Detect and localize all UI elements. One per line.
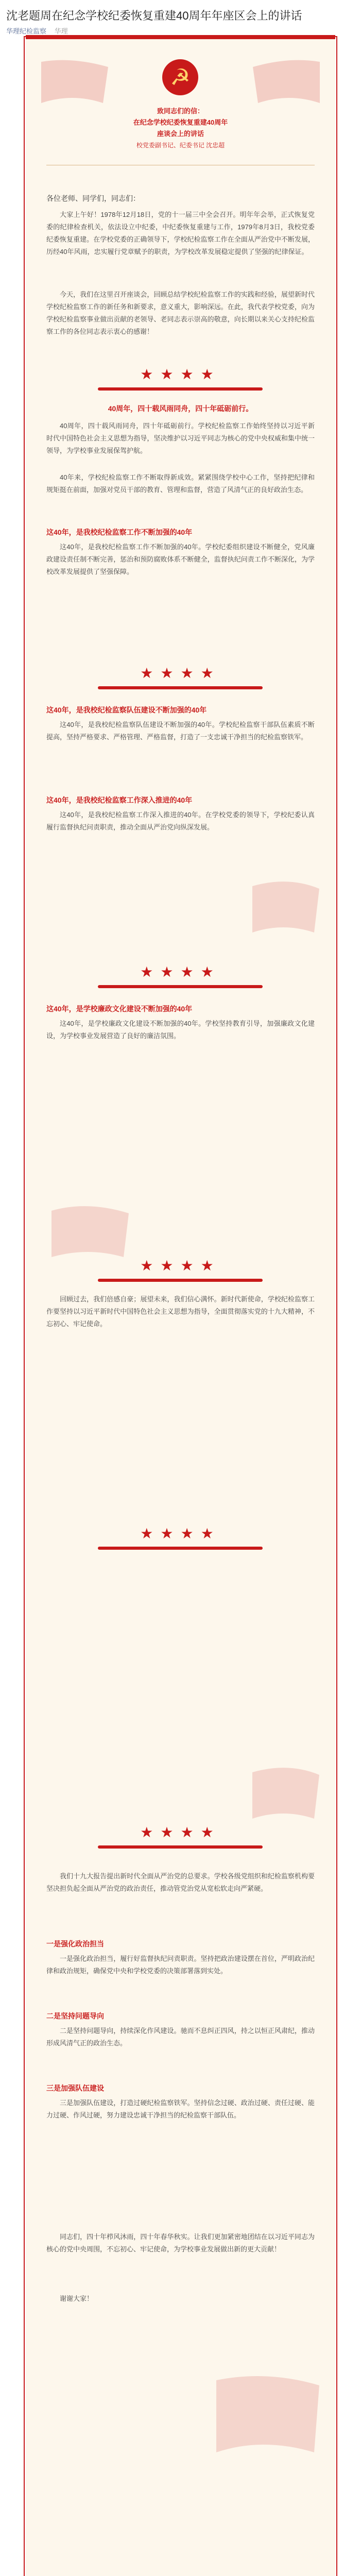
closing-thanks: 谢谢大家！ bbox=[60, 2295, 94, 2302]
paragraph-12: 二是坚持问题导向，持续深化作风建设。驰而不息纠正四风，持之以恒正风肃纪，推动形成风清气正的政治生态。 bbox=[46, 2027, 315, 2047]
star-icon: ★ bbox=[140, 1824, 161, 1841]
paragraph-14: 同志们，四十年栉风沐雨，四十年春华秋实。让我们更加紧密地团结在以习近平同志为核心的党中央周围，不忘初心、牢记使命，为学校事业发展做出新的更大贡献！ bbox=[46, 2233, 315, 2253]
paragraph-11: 一是强化政治担当，履行好监督执纪问责职责。坚持把政治建设摆在首位，严明政治纪律和政治规矩，确保党中央和学校党委的决策部署落到实处。 bbox=[46, 1955, 315, 1975]
highlight-5: 这40年，是学校廉政文化建设不断加强的40年 bbox=[46, 1005, 193, 1013]
star-icon: ★ bbox=[160, 1525, 181, 1542]
star-row bbox=[26, 665, 335, 682]
star-icon: ★ bbox=[200, 1824, 221, 1841]
star-icon: ★ bbox=[140, 366, 161, 383]
star-icon: ★ bbox=[160, 963, 181, 980]
paragraph-4: 40年来，学校纪检监察工作不断取得新成效。紧紧围绕学校中心工作，坚持把纪律和规矩挺在前面，加强对党员干部的教育、管理和监督，营造了风清气正的良好政治生态。 bbox=[46, 473, 315, 494]
star-row bbox=[26, 1525, 335, 1542]
intro-heading-line-1: 致同志们的信： bbox=[157, 107, 204, 115]
paragraph-13: 三是加强队伍建设，打造过硬纪检监察铁军。坚持信念过硬、政治过硬、责任过硬、能力过硬、作风过硬，努力建设忠诚干净担当的纪检监察干部队伍。 bbox=[46, 2099, 315, 2119]
paragraph-8: 这40年，是学校廉政文化建设不断加强的40年。学校坚持教育引导，加强廉政文化建设，为学校事业发展营造了良好的廉洁氛围。 bbox=[46, 1020, 315, 1040]
paragraph-1: 大家上午好！1978年12月18日，党的十一届三中全会召开。明年年会举，正式恢复党委的纪律检查机关，依法设立中纪委，中纪委恢复重建与工作，1979年8月3日，我校党委纪委恢复重建。在学校党委的正确领导下，学校纪检监察工作在全面从严治党中不断发展，历经40年风雨，忠实履行党章赋予的职责，为学校改革发展稳定提供了坚强的纪律保证。 bbox=[46, 211, 315, 256]
paragraph-7: 这40年，是我校纪检监察工作深入推进的40年。在学校党委的领导下，学校纪委认真履行监督执纪问责职责，推动全面从严治党向纵深发展。 bbox=[46, 811, 315, 831]
star-icon: ★ bbox=[180, 963, 201, 980]
ribbon-divider bbox=[98, 387, 263, 391]
star-icon: ★ bbox=[200, 366, 221, 383]
star-icon: ★ bbox=[200, 963, 221, 980]
star-icon: ★ bbox=[140, 963, 161, 980]
star-icon: ★ bbox=[160, 1257, 181, 1274]
paragraph-9: 回顾过去，我们倍感自豪；展望未来，我们信心满怀。新时代新使命，学校纪检监察工作要坚持以习近平新时代中国特色社会主义思想为指导，全面贯彻落实党的十九大精神，不忘初心、牢记使命。 bbox=[46, 1295, 315, 1328]
star-row bbox=[26, 1257, 335, 1274]
star-icon: ★ bbox=[160, 1824, 181, 1841]
star-icon: ★ bbox=[140, 665, 161, 682]
ribbon-divider bbox=[98, 1547, 263, 1550]
star-row bbox=[26, 1824, 335, 1841]
star-icon: ★ bbox=[200, 665, 221, 682]
highlight-8: 三是加强队伍建设 bbox=[46, 2084, 104, 2092]
ribbon-divider bbox=[98, 985, 263, 988]
star-icon: ★ bbox=[200, 1525, 221, 1542]
red-flag-icon bbox=[242, 876, 324, 938]
paragraph-6: 这40年，是我校纪检监察队伍建设不断加强的40年。学校纪检监察干部队伍素质不断提高，坚持严格要求、严格管理、严格监督，打造了一支忠诚干净担当的纪检监察铁军。 bbox=[46, 721, 315, 741]
star-icon: ★ bbox=[180, 1257, 201, 1274]
paragraph-2: 今天，我们在这里召开座谈会，回顾总结学校纪检监察工作的实践和经验，展望新时代学校纪检监察工作的新任务和新要求，意义重大，影响深远。在此，我代表学校党委，向为学校纪检监察事业做出贡献的老领导、老同志表示崇高的敬意，向长期以来关心支持纪检监察工作的各位同志表示衷心的感谢！ bbox=[46, 291, 315, 335]
paragraph-3: 40周年，四十载风雨同舟，四十年砥砺前行。学校纪检监察工作始终坚持以习近平新时代中国特色社会主义思想为指导，坚决维护以习近平同志为核心的党中央权威和集中统一领导，为学校事业发展保驾护航。 bbox=[46, 422, 315, 454]
red-flag-icon bbox=[41, 1200, 134, 1262]
intro-heading-line-2: 在纪念学校纪委恢复重建40周年 bbox=[133, 118, 228, 126]
star-icon: ★ bbox=[140, 1257, 161, 1274]
paragraph-5: 这40年，是我校纪检监察工作不断加强的40年。学校纪委组织建设不断健全，党风廉政建设责任制不断完善，惩治和预防腐败体系不断健全，监督执纪问责工作不断深化，为学校改革发展提供了坚强保障。 bbox=[46, 543, 315, 575]
author-name: 华理 bbox=[54, 27, 68, 35]
red-flag-icon bbox=[36, 57, 113, 113]
greeting: 各位老师、同学们，同志们： bbox=[46, 194, 140, 202]
article-title: 沈老题周在纪念学校纪委恢复重建40周年年座区会上的讲话 bbox=[6, 9, 302, 22]
star-icon: ★ bbox=[180, 1824, 201, 1841]
highlight-2: 这40年，是我校纪检监察工作不断加强的40年 bbox=[46, 528, 193, 536]
party-emblem-icon: ☭ bbox=[162, 59, 198, 95]
red-flag-icon bbox=[206, 2370, 324, 2458]
star-icon: ★ bbox=[140, 1525, 161, 1542]
intro-heading-line-3: 座谈会上的讲话 bbox=[157, 130, 204, 138]
highlight-7: 二是坚持问题导向 bbox=[46, 2012, 104, 2020]
star-icon: ★ bbox=[180, 1525, 201, 1542]
star-row bbox=[26, 963, 335, 980]
highlight-4: 这40年，是我校纪检监察工作深入推进的40年 bbox=[46, 796, 193, 804]
star-icon: ★ bbox=[180, 366, 201, 383]
ribbon-divider bbox=[98, 1279, 263, 1282]
article-meta bbox=[6, 26, 68, 36]
ribbon-divider bbox=[98, 686, 263, 689]
ribbon-divider bbox=[98, 1845, 263, 1849]
account-name[interactable]: 华理纪检监察 bbox=[6, 27, 47, 35]
paragraph-10: 我们十九大报告提出新时代全面从严治党的总要求。学校各级党组织和纪检监察机构要坚决担负起全面从严治党的政治责任，推动管党治党从宽松软走向严紧硬。 bbox=[46, 1872, 315, 1892]
star-icon: ★ bbox=[180, 665, 201, 682]
highlight-1: 40周年，四十载风雨同舟，四十年砥砺前行。 bbox=[108, 404, 253, 413]
star-row bbox=[26, 366, 335, 383]
highlight-3: 这40年，是我校纪检监察队伍建设不断加强的40年 bbox=[46, 706, 207, 714]
star-icon: ★ bbox=[200, 1257, 221, 1274]
star-icon: ★ bbox=[160, 665, 181, 682]
star-icon: ★ bbox=[160, 366, 181, 383]
red-flag-icon bbox=[248, 57, 325, 113]
intro-heading bbox=[46, 106, 315, 151]
red-flag-icon bbox=[242, 1762, 324, 1824]
highlight-6: 一是强化政治担当 bbox=[46, 1940, 104, 1948]
intro-heading-line-4: 校党委副书记、纪委书记 沈忠超 bbox=[136, 142, 225, 149]
